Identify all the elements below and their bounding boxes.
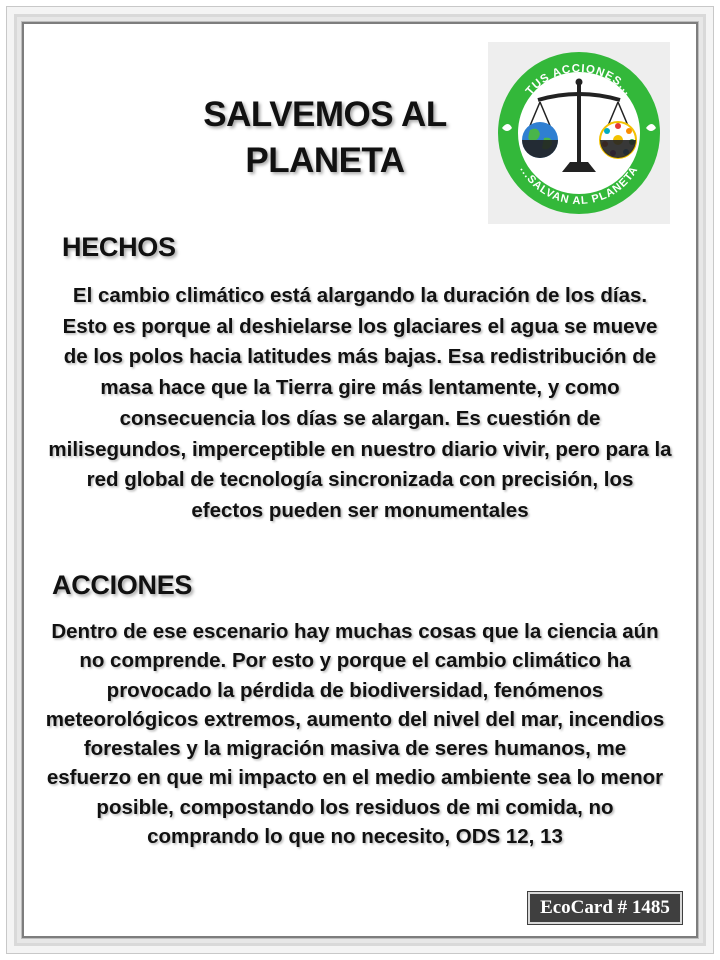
logo: [488, 42, 670, 224]
scale-logo-icon: [488, 42, 670, 224]
logo-top-text: TUS ACCIONES...: [523, 62, 635, 98]
hechos-paragraph: El cambio climático está alargando la duración de los días. Esto es porque al deshielarse los glaciares el agua se mueve de los polos hacia latitudes más bajas. Esa redistribución de masa hace que la Tierra gire más lentamente, y como consecuencia los días se alargan. Es cuestión de milisegundos, imperceptible en nuestro diario vivir, pero para la red global de tecnología sincronizada con precisión, los efectos pueden ser monumentales: [48, 284, 672, 522]
hechos-heading: HECHOS: [62, 232, 176, 262]
logo-bottom-text: ...SALVAN AL PLANETA: [517, 163, 641, 208]
page-title: SALVEMOS AL PLANETA: [203, 95, 447, 180]
ecocard-badge: EcoCard # 1485: [528, 892, 682, 924]
acciones-heading: ACCIONES: [52, 570, 193, 600]
acciones-paragraph: Dentro de ese escenario hay muchas cosas que la ciencia aún no comprende. Por esto y porque el cambio climático ha provocado la pérdida de biodiversidad, fenómenos meteorológicos extremos, aumento del nivel del mar, incendios forestales y la migración masiva de seres humanos, me esfuerzo en que mi impacto en el medio ambiente sea lo menor posible, compostando los residuos de mi comida, no comprando lo que no necesito, ODS 12, 13: [45, 620, 665, 849]
